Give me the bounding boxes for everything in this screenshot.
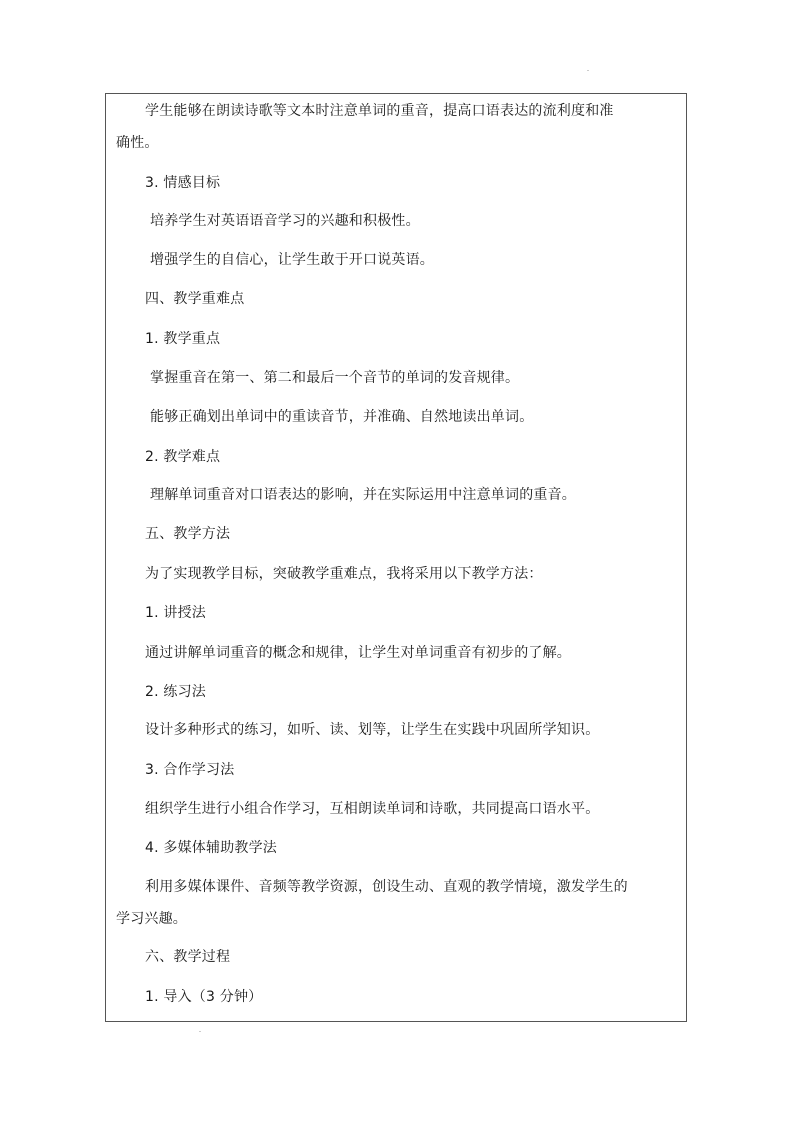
paragraph-affect-confidence: 增强学生的自信心，让学生敢于开口说英语。 (150, 252, 434, 268)
paragraph-affect-interest: 培养学生对英语语音学习的兴趣和积极性。 (150, 213, 420, 229)
heading-teaching-focus: 1. 教学重点 (145, 331, 221, 347)
heading-teaching-difficulty: 2. 教学难点 (145, 449, 221, 465)
paragraph-method-lecture: 通过讲解单词重音的概念和规律，让学生对单词重音有初步的了解。 (145, 645, 571, 661)
heading-method-lecture: 1. 讲授法 (145, 605, 207, 621)
paragraph-method-cooperative: 组织学生进行小组合作学习，互相朗读单词和诗歌，共同提高口语水平。 (145, 801, 600, 817)
paragraph-method-practice: 设计多种形式的练习，如听、读、划等，让学生在实践中巩固所学知识。 (145, 722, 600, 738)
paragraph-line: 确性。 (116, 135, 159, 151)
page-bottom-mark (199, 1031, 201, 1032)
heading-method-multimedia: 4. 多媒体辅助教学法 (145, 840, 278, 856)
paragraph-speaking-skill (116, 101, 682, 153)
paragraph-line: 利用多媒体课件、音频等教学资源，创设生动、直观的教学情境，激发学生的 (145, 879, 628, 895)
paragraph-methods-intro: 为了实现教学目标，突破教学重难点，我将采用以下教学方法： (145, 566, 543, 582)
heading-method-practice: 2. 练习法 (145, 684, 207, 700)
heading-affective-goals: 3. 情感目标 (145, 175, 221, 191)
paragraph-line: 学生能够在朗读诗歌等文本时注意单词的重音，提高口语表达的流利度和准 (145, 103, 614, 119)
heading-lead-in: 1. 导入（3 分钟） (145, 989, 263, 1005)
paragraph-method-multimedia (116, 877, 682, 929)
section-heading-teaching-process: 六、教学过程 (145, 949, 231, 965)
section-heading-teaching-methods: 五、教学方法 (145, 526, 231, 542)
paragraph-line: 学习兴趣。 (116, 911, 187, 927)
paragraph-focus-rules: 掌握重音在第一、第二和最后一个音节的单词的发音规律。 (150, 370, 520, 386)
paragraph-difficulty: 理解单词重音对口语表达的影响，并在实际运用中注意单词的重音。 (150, 487, 576, 503)
section-heading-key-difficult-points: 四、教学重难点 (145, 291, 245, 307)
heading-method-cooperative: 3. 合作学习法 (145, 762, 235, 778)
paragraph-focus-marking: 能够正确划出单词中的重读音节，并准确、自然地读出单词。 (150, 409, 534, 425)
page-corner-mark (587, 70, 589, 71)
